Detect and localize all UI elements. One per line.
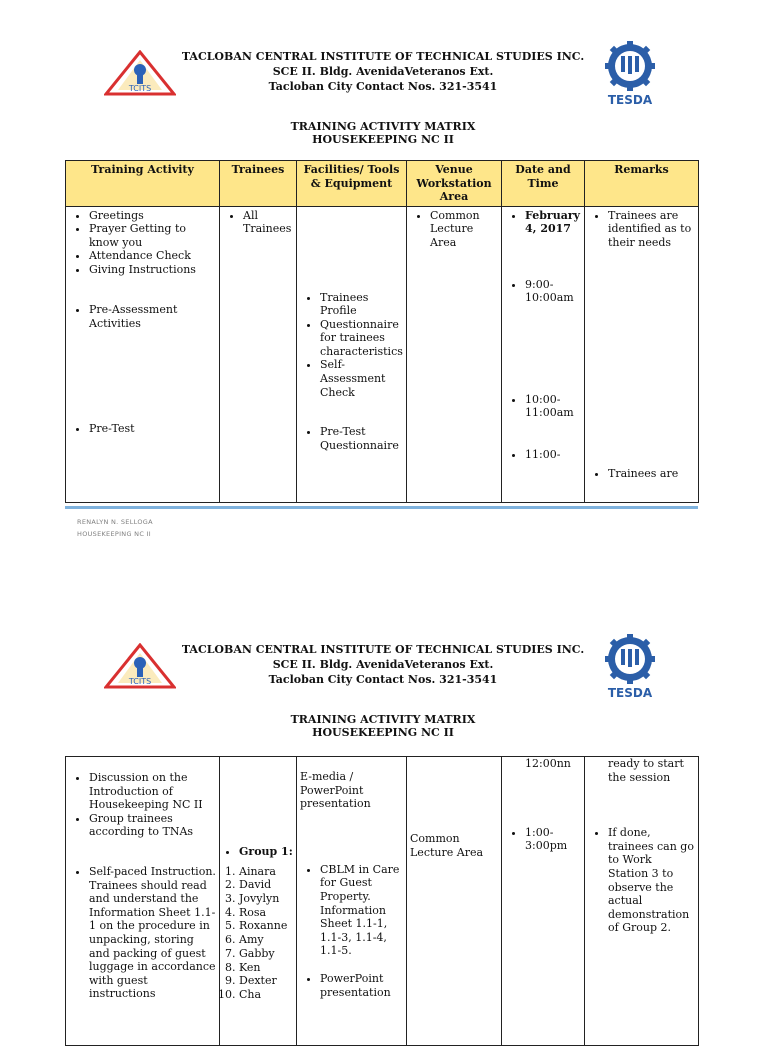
list-item: • Pre-Assessment Activities bbox=[89, 303, 216, 330]
tcits-logo-text: TCITS bbox=[128, 677, 152, 686]
page-2 bbox=[0, 593, 768, 1024]
tesda-logo-text: TESDA bbox=[607, 686, 653, 700]
list-item: • Group trainees according to TNAs bbox=[89, 812, 216, 839]
cell-date-time bbox=[502, 206, 585, 503]
list-item: • Greetings bbox=[89, 209, 216, 223]
cell-remarks bbox=[585, 206, 699, 503]
list-item: • Trainees are bbox=[608, 467, 695, 481]
list-item: • Trainees Profile bbox=[320, 291, 403, 318]
document-title bbox=[150, 120, 616, 146]
cell-trainees bbox=[220, 757, 297, 1046]
list-item: • Giving Instructions bbox=[89, 263, 216, 277]
page-footer bbox=[77, 516, 153, 540]
list-item: 4. Rosa bbox=[239, 906, 293, 920]
group-label: • Group 1: bbox=[239, 845, 293, 859]
list-item: • If done, trainees can go to Work Station 3 to observe the actual demonstration of Group 2. bbox=[608, 826, 695, 935]
venue-text: Common Lecture Area bbox=[410, 832, 484, 859]
list-item: • Pre-Test Questionnaire bbox=[320, 425, 403, 452]
list-item: • Prayer Getting to know you bbox=[89, 222, 216, 249]
list-item: • February 4, 2017 bbox=[525, 209, 581, 236]
title-line-1: TRAINING ACTIVITY MATRIX bbox=[290, 713, 476, 726]
header-venue: Venue Workstation Area bbox=[407, 161, 502, 207]
title-line-1: TRAINING ACTIVITY MATRIX bbox=[290, 120, 476, 133]
header-training-activity: Training Activity bbox=[66, 161, 220, 207]
header-trainees: Trainees bbox=[220, 161, 297, 207]
table-row bbox=[66, 757, 699, 1046]
document-title bbox=[150, 713, 616, 739]
list-item: 5. Roxanne bbox=[239, 919, 293, 933]
list-item: • Self-Assessment Check bbox=[320, 358, 403, 399]
list-item: • 1:00-3:00pm bbox=[525, 826, 581, 853]
list-item: • Self-paced Instruction. Trainees should read and understand the Information Sheet 1.1-1 on the procedure in unpacking, storing and packing of guest luggage in accordance with guest instructions bbox=[89, 865, 216, 1001]
facilities-text: E-media / PowerPoint presentation bbox=[300, 770, 371, 811]
tcits-logo-text: TCITS bbox=[128, 84, 152, 93]
list-item: • All Trainees bbox=[243, 209, 293, 236]
institute-address: SCE II. Bldg. AvenidaVeteranos Ext. bbox=[272, 65, 494, 78]
footer-name: RENALYN N. SELLOGA bbox=[77, 518, 153, 526]
cell-training-activity bbox=[66, 206, 220, 503]
list-item: • Common Lecture Area bbox=[430, 209, 498, 250]
time-top: 12:00nn bbox=[525, 757, 571, 770]
list-item: • 9:00-10:00am bbox=[525, 278, 581, 305]
tesda-logo-text: TESDA bbox=[607, 93, 653, 107]
list-item: • Pre-Test bbox=[89, 422, 216, 436]
cell-trainees bbox=[220, 206, 297, 503]
list-item: • Attendance Check bbox=[89, 249, 216, 263]
institute-name: TACLOBAN CENTRAL INSTITUTE OF TECHNICAL STUDIES INC. bbox=[181, 50, 585, 63]
cell-remarks bbox=[585, 757, 699, 1046]
list-item: • 11:00- bbox=[525, 448, 581, 462]
table-row bbox=[66, 206, 699, 503]
list-item: • Discussion on the Introduction of Housekeeping NC II bbox=[89, 771, 216, 812]
list-item: 2. David bbox=[239, 878, 293, 892]
matrix-table-page-1 bbox=[65, 160, 699, 503]
cell-facilities bbox=[297, 757, 407, 1046]
list-item: 9. Dexter bbox=[239, 974, 293, 988]
institute-header bbox=[150, 642, 616, 687]
header-facilities: Facilities/ Tools & Equipment bbox=[297, 161, 407, 207]
matrix-table-page-2 bbox=[65, 756, 699, 1046]
list-item: • CBLM in Care for Guest Property. Information Sheet 1.1-1, 1.1-3, 1.1-4, 1.1-5. bbox=[320, 863, 403, 958]
cell-venue bbox=[407, 206, 502, 503]
list-item: • Questionnaire for trainees characteristics bbox=[320, 318, 403, 359]
list-item: • 10:00-11:00am bbox=[525, 393, 581, 420]
remarks-top: ready to start the session bbox=[608, 757, 684, 784]
footer-course: HOUSEKEEPING NC II bbox=[77, 530, 151, 538]
list-item: • PowerPoint presentation bbox=[320, 972, 403, 999]
cell-facilities bbox=[297, 206, 407, 503]
cell-date-time bbox=[502, 757, 585, 1046]
list-item: 7. Gabby bbox=[239, 947, 293, 961]
title-line-2: HOUSEKEEPING NC II bbox=[312, 133, 454, 146]
institute-contact: Tacloban City Contact Nos. 321-3541 bbox=[268, 80, 498, 93]
cell-training-activity bbox=[66, 757, 220, 1046]
cell-venue bbox=[407, 757, 502, 1046]
list-item: 8. Ken bbox=[239, 961, 293, 975]
institute-name: TACLOBAN CENTRAL INSTITUTE OF TECHNICAL STUDIES INC. bbox=[181, 643, 585, 656]
footer-rule bbox=[65, 506, 698, 509]
institute-contact: Tacloban City Contact Nos. 321-3541 bbox=[268, 673, 498, 686]
list-item: 1. Ainara bbox=[239, 865, 293, 879]
list-item: 3. Jovylyn bbox=[239, 892, 293, 906]
list-item: 10. Cha bbox=[239, 988, 293, 1002]
institute-address: SCE II. Bldg. AvenidaVeteranos Ext. bbox=[272, 658, 494, 671]
header-remarks: Remarks bbox=[585, 161, 699, 207]
list-item: • Trainees are identified as to their needs bbox=[608, 209, 695, 250]
title-line-2: HOUSEKEEPING NC II bbox=[312, 726, 454, 739]
header-date-time: Date and Time bbox=[502, 161, 585, 207]
table-header-row bbox=[66, 161, 699, 207]
institute-header bbox=[150, 49, 616, 94]
list-item: 6. Amy bbox=[239, 933, 293, 947]
